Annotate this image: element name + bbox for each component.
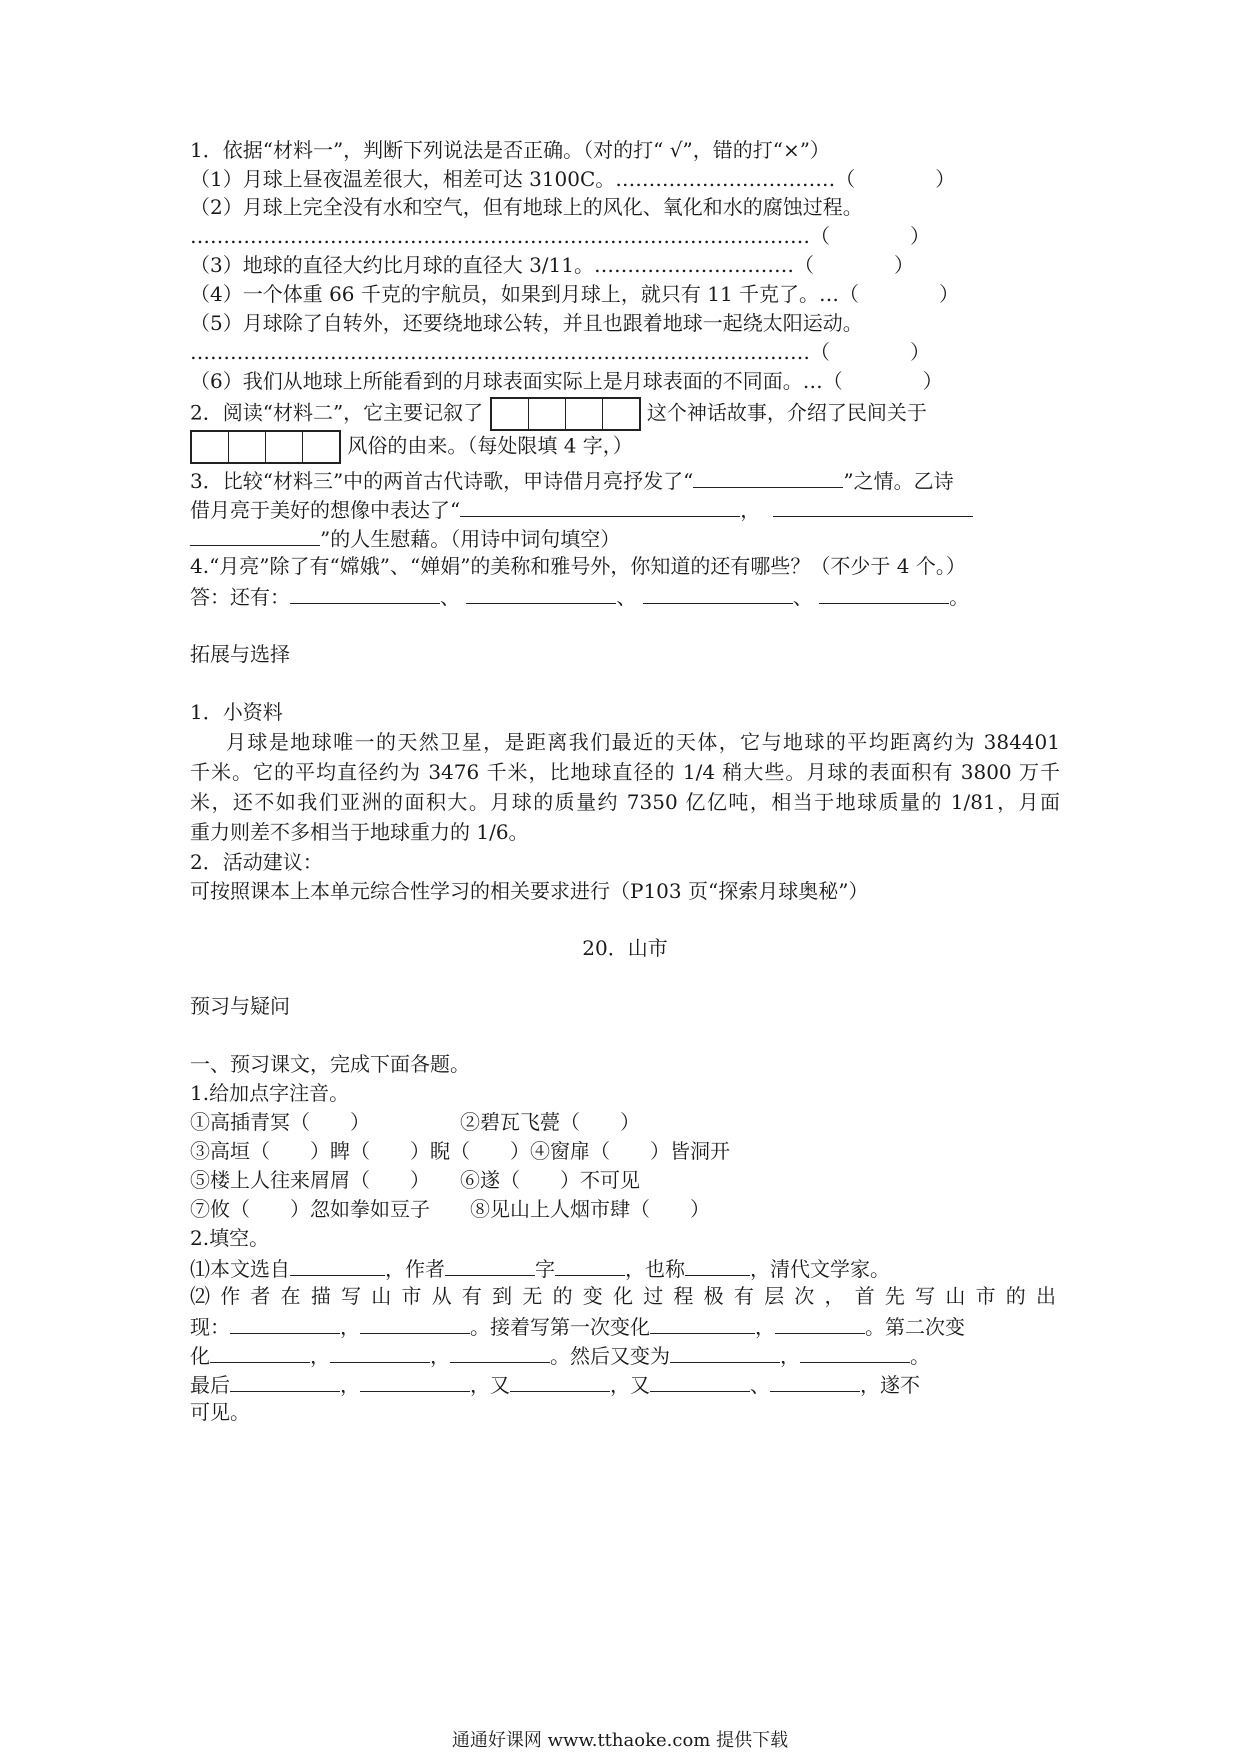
info-para-4: 重力则差不多相当于地球重力的 1/6。 [190,820,529,844]
fill-text: ，又 [470,1373,510,1397]
fill-text: 最后 [190,1373,230,1397]
q3-text-e: ”的人生慰藉。（用诗中词句填空） [320,527,621,551]
fill-text: ， [780,1344,800,1368]
blank[interactable] [510,1369,610,1392]
fill-text: 。然后又变为 [550,1344,670,1368]
fill2-line1: ⑵作者在描写山市从有到无的变化过程极有层次，首先写山市的出 [190,1284,1060,1308]
pinyin-row-1: ①高插青冥（ ） ②碧瓦飞甍（ ） [190,1110,640,1134]
q1-item-3: （3）地球的直径大约比月球的直径大 3/11。…………………………（ ） [190,253,914,277]
fill-text: 。接着写第一次变化 [470,1315,650,1339]
sep: 、 [616,585,637,609]
preview-heading: 预习与疑问 [190,994,290,1018]
q2-line1 [190,397,1060,431]
q1-item-5: （5）月球除了自转外，还要绕地球公转，并且也跟着地球一起绕太阳运动。 [190,311,863,335]
fill2-line4 [190,1369,1060,1399]
answer-boxes-story[interactable] [490,397,641,431]
blank[interactable] [360,1311,470,1334]
info-para-2: 千米。它的平均直径约为 3476 千米，比地球直径的 1/4 稍大些。月球的表面积有 3800 万千 [190,760,1060,784]
q4-prefix: 答：还有： [190,585,290,609]
blank[interactable] [643,581,793,604]
fill2-line2 [190,1311,1060,1341]
fill-text: 。 [910,1344,930,1368]
fill-text: ，遂不 [860,1373,920,1397]
sub1-title: 1.给加点字注音。 [190,1081,350,1105]
fill2-line3 [190,1340,1060,1370]
fill-text: 化 [190,1344,210,1368]
blank[interactable] [466,581,616,604]
q2-text-b: 这个神话故事，介绍了民间关于 [646,400,927,425]
fill-text: ， [340,1373,360,1397]
blank[interactable] [450,1340,550,1363]
part-one-title: 一、预习课文，完成下面各题。 [190,1052,470,1076]
fill-text: ， [340,1315,360,1339]
end: 。 [949,585,970,609]
blank[interactable] [800,1340,910,1363]
blank[interactable] [460,494,740,517]
pinyin-row-2: ③高垣（ ）睥（ ）睨（ ）④窗扉（ ）皆洞开 [190,1139,730,1163]
lesson-title: 20．山市 [582,936,668,960]
footer-credit: 通通好课网 www.tthaoke.com 提供下载 [451,1730,789,1751]
q4-line2 [190,581,1060,611]
q1-title: 1．依据“材料一”，判断下列说法是否正确。（对的打“ √”，错的打“×”） [190,138,830,162]
q4-line1: 4.“月亮”除了有“嫦娥”、“婵娟”的美称和雅号外，你知道的还有哪些？（不少于 4 个。） [190,554,966,578]
blank[interactable] [555,1253,625,1276]
blank[interactable] [685,1253,750,1276]
blank[interactable] [445,1253,535,1276]
blank[interactable] [693,465,843,488]
q3-text-a: 3．比较“材料三”中的两首古代诗歌，甲诗借月亮抒发了“ [190,469,694,493]
q1-item-1: （1）月球上昼夜温差很大，相差可达 3100C。……………………………（ ） [190,167,956,191]
q3-line2 [190,494,1060,524]
info-para-1: 月球是地球唯一的天然卫星，是距离我们最近的天体，它与地球的平均距离约为 384401 [226,730,1060,754]
info-title: 1．小资料 [190,700,283,724]
blank[interactable] [230,1369,340,1392]
fill-text: ，也称 [625,1257,685,1281]
q2-line2 [190,430,1060,464]
blank[interactable] [650,1311,755,1334]
sep: 、 [792,585,813,609]
q1-item-4: （4）一个体重 66 千克的宇航员，如果到月球上，就只有 11 千克了。…（ ） [190,282,960,306]
activity-title: 2．活动建议： [190,850,323,874]
q2-text-a: 2．阅读“材料二”，它主要记叙了 [190,400,484,425]
blank[interactable] [190,523,320,546]
blank[interactable] [819,581,949,604]
blank[interactable] [670,1340,780,1363]
blank[interactable] [650,1369,750,1392]
fill-text: ，又 [610,1373,650,1397]
q3-text-d: ， [740,498,761,522]
fill-text: 现： [190,1315,230,1339]
q3-line3 [190,523,1060,553]
q3-line1 [190,465,1060,495]
sep: 、 [440,585,460,609]
q2-text-c: 风俗的由来。（每处限填 4 字，） [347,433,633,458]
pinyin-row-4: ⑦攸（ ）忽如拳如豆子 ⑧见山上人烟市肆（ ） [190,1197,710,1221]
pinyin-row-3: ⑤楼上人往来屑屑（ ） ⑥遂（ ）不可见 [190,1168,640,1192]
blank[interactable] [360,1369,470,1392]
blank[interactable] [775,1311,865,1334]
blank[interactable] [290,581,440,604]
q1-item-2-cont: …………………………………………………………………………………（ ） [190,224,930,248]
fill-text: ， [430,1344,450,1368]
fill-text: 字 [535,1257,555,1281]
fill1-line [190,1253,1060,1283]
fill-text: ， [755,1315,775,1339]
q1-item-5-cont: …………………………………………………………………………………（ ） [190,340,930,364]
q1-item-2: （2）月球上完全没有水和空气，但有地球上的风化、氧化和水的腐蚀过程。 [190,195,863,219]
sub2-title: 2.填空。 [190,1226,270,1250]
info-para-3: 米，还不如我们亚洲的面积大。月球的质量约 7350 亿亿吨，相当于地球质量的 1/81，月面 [190,790,1060,814]
activity-text: 可按照课本上本单元综合性学习的相关要求进行（P103 页“探索月球奥秘”） [190,879,869,903]
blank[interactable] [770,1369,860,1392]
fill-text: ， [310,1344,330,1368]
fill2-line5: 可见。 [190,1400,250,1424]
blank[interactable] [330,1340,430,1363]
fill-text: ⑴本文选自 [190,1257,290,1281]
fill-text: ，清代文学家。 [750,1257,890,1281]
blank[interactable] [210,1340,310,1363]
fill-text: 、 [750,1373,770,1397]
answer-boxes-custom[interactable] [190,430,341,464]
blank[interactable] [773,494,973,517]
q1-item-6: （6）我们从地球上所能看到的月球表面实际上是月球表面的不同面。…（ ） [190,369,943,393]
blank[interactable] [290,1253,385,1276]
fill-text: ，作者 [385,1257,445,1281]
blank[interactable] [230,1311,340,1334]
fill-text: 。第二次变 [865,1315,965,1339]
q3-text-b: ”之情。乙诗 [843,469,954,493]
section-heading-extension: 拓展与选择 [190,642,290,666]
q3-text-c: 借月亮于美好的想像中表达了“ [190,498,461,522]
